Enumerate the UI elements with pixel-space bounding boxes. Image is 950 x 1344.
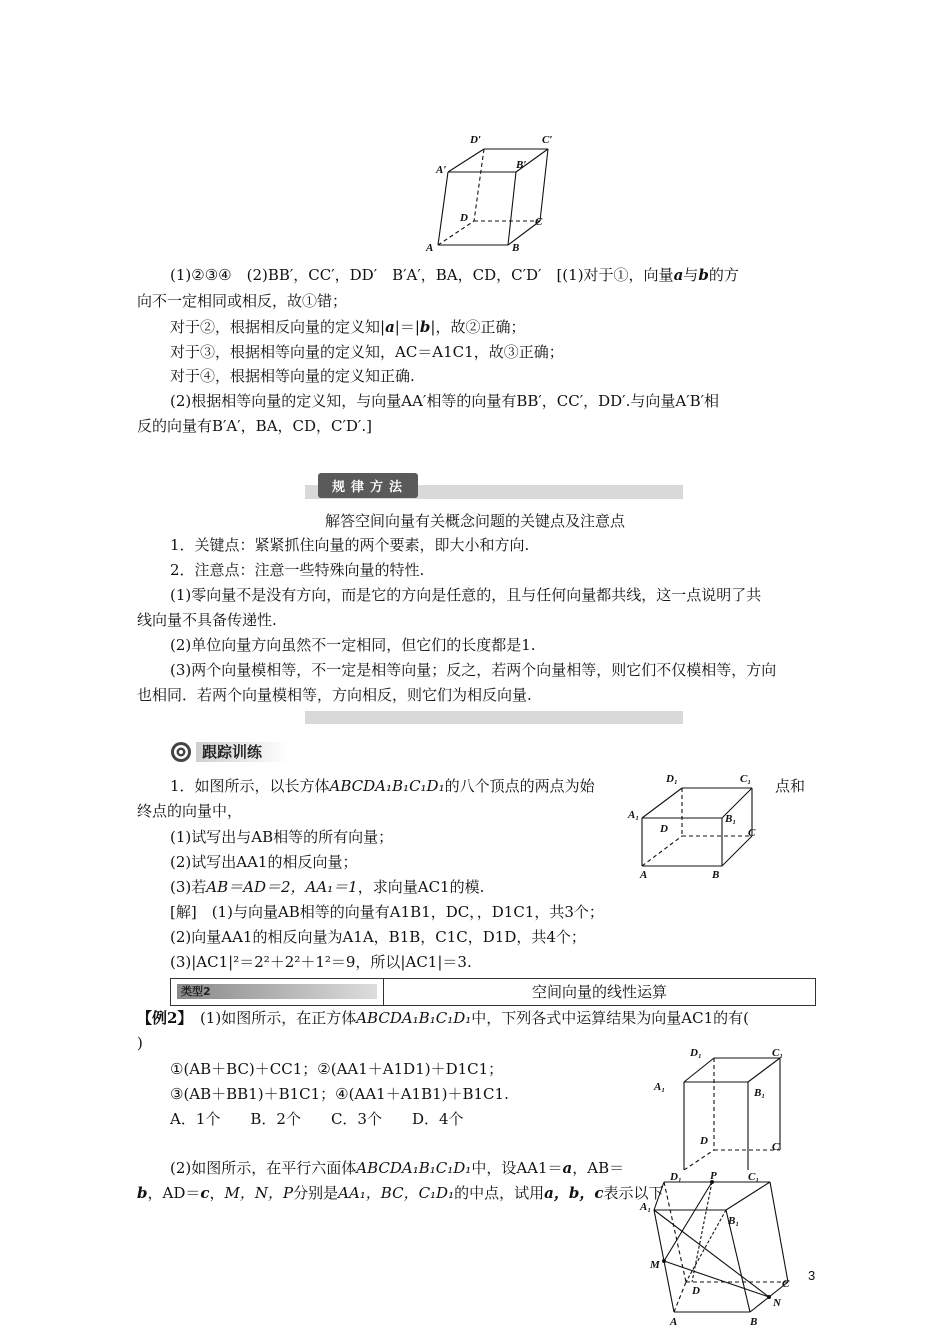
method-badge: 规律方法 [318, 473, 418, 498]
training-title: 跟踪训练 [196, 742, 288, 762]
q1-line-2: 终点的向量中， [137, 802, 243, 820]
label-A1: A₁ [640, 1201, 652, 1213]
label-C1: C₁ [740, 773, 752, 785]
example2-part2-line-2: b，AD＝c，M，N，P分别是AA₁，BC，C₁D₁的中点，试用a，b，c表示以下 [137, 1184, 664, 1202]
method-line-7: 也相同．若两个向量模相等，方向相反，则它们为相反向量. [137, 686, 532, 704]
label-D1: D₁ [670, 1171, 682, 1183]
label-B: B [712, 869, 720, 881]
example2-line-3: ①(AB＋BC)＋CC1；②(AA1＋A1D1)＋D1C1； [170, 1060, 504, 1078]
parallelepiped-midpoints-figure [632, 1170, 802, 1330]
label-A1: A₁ [628, 809, 640, 821]
answer-line-7: 反的向量有B′A′，BA，CD，C′D′.] [137, 417, 372, 435]
example2-options: A．1个 B．2个 C．3个 D．4个 [170, 1110, 464, 1128]
method-title: 解答空间向量有关概念问题的关键点及注意点 [325, 512, 626, 530]
method-footer-bar [305, 711, 683, 724]
label-D: D [660, 823, 668, 835]
q1-solution-3: (3)|AC1|²＝2²＋2²＋1²＝9，所以|AC1|＝3. [170, 953, 472, 971]
page-number: 3 [808, 1268, 816, 1283]
example2-line-2: ) [137, 1034, 143, 1052]
label-D1: D₁ [690, 1047, 702, 1059]
label-D: D [460, 212, 468, 224]
label-M: M [650, 1259, 660, 1271]
q1-line-1: 1．如图所示，以长方体ABCDA₁B₁C₁D₁的八个顶点的两点为始 [170, 777, 595, 795]
label-C: C [535, 216, 543, 228]
type2-title: 空间向量的线性运算 [531, 983, 667, 1001]
label-D1: D₁ [666, 773, 678, 785]
example2-part2-line-1: (2)如图所示，在平行六面体ABCDA₁B₁C₁D₁中，设AA1＝a，AB＝ [170, 1159, 625, 1177]
label-Ap: A′ [436, 164, 447, 176]
label-B1: B₁ [754, 1087, 766, 1099]
type2-tag-cell [171, 979, 384, 1005]
example2-line-4: ③(AB＋BB1)＋B1C1；④(AA1＋A1B1)＋B1C1. [170, 1085, 509, 1103]
label-N: N [773, 1297, 781, 1309]
label-A: A [426, 242, 434, 254]
method-line-4: 线向量不具备传递性. [137, 611, 277, 629]
type2-row [170, 978, 816, 1006]
label-C: C [748, 827, 756, 839]
answer-line-6: (2)根据相等向量的定义知，与向量AA′相等的向量有BB′，CC′，DD′.与向量A′B′相 [170, 392, 720, 410]
method-line-3: (1)零向量不是没有方向，而是它的方向是任意的，且与任何向量都共线，这一点说明了共 [170, 586, 762, 604]
label-D: D [700, 1135, 708, 1147]
training-header [170, 742, 288, 762]
answer-line-5: 对于④，根据相等向量的定义知正确. [170, 367, 415, 385]
label-A: A [640, 869, 648, 881]
cube-figure [650, 1044, 790, 1170]
cuboid-figure [626, 768, 776, 884]
label-A: A [670, 1316, 678, 1328]
label-P: P [710, 1170, 717, 1182]
label-Dp: D′ [470, 134, 482, 146]
label-B: B [512, 242, 520, 254]
q1-sub-1: (1)试写出与AB相等的所有向量； [170, 828, 394, 846]
label-Cp: C′ [542, 134, 553, 146]
q1-solution-2: (2)向量AA1的相反向量为A1A，B1B，C1C，D1D，共4个； [170, 928, 586, 946]
answer-line-1: (1)②③④ (2)BB′，CC′，DD′ B′A′，BA，CD，C′D′ [(1)对于①，向量a与b的方 [170, 266, 739, 284]
label-C: C [772, 1141, 780, 1153]
q1-sub-2: (2)试写出AA1的相反向量； [170, 853, 358, 871]
method-line-6: (3)两个向量模相等，不一定是相等向量；反之，若两个向量相等，则它们不仅模相等，方向 [170, 661, 777, 679]
method-line-1: 1．关键点：紧紧抓住向量的两个要素，即大小和方向. [170, 536, 530, 554]
q1-solution-1: [解] (1)与向量AB相等的向量有A1B1，DC，，D1C1，共3个； [170, 903, 604, 921]
q1-line-1-tail: 点和 [775, 777, 806, 795]
answer-line-3: 对于②，根据相反向量的定义知|a|＝|b|，故②正确； [170, 318, 526, 336]
parallelepiped-figure [420, 125, 560, 257]
answer-line-2: 向不一定相同或相反，故①错； [137, 292, 348, 310]
label-Bp: B′ [516, 159, 527, 171]
type2-tag: 类型2 [181, 985, 211, 998]
method-line-5: (2)单位向量方向虽然不一定相同，但它们的长度都是1. [170, 636, 536, 654]
method-line-2: 2．注意点：注意一些特殊向量的特性. [170, 561, 425, 579]
label-B1: B₁ [728, 1215, 740, 1227]
label-B1: B₁ [725, 813, 737, 825]
label-D: D [692, 1285, 700, 1297]
target-icon [170, 741, 192, 763]
answer-line-4: 对于③，根据相等向量的定义知，AC＝A1C1，故③正确； [170, 343, 564, 361]
q1-sub-3: (3)若AB＝AD＝2，AA₁＝1，求向量AC1的模. [170, 878, 485, 896]
label-C: C [782, 1278, 790, 1290]
label-C1: C₁ [772, 1047, 784, 1059]
example2-line-1: 【例2】 (1)如图所示，在正方体ABCDA₁B₁C₁D₁中，下列各式中运算结果为向量AC1的有( [137, 1009, 749, 1027]
label-B: B [750, 1316, 758, 1328]
label-A1: A₁ [654, 1081, 666, 1093]
label-C1: C₁ [748, 1171, 760, 1183]
